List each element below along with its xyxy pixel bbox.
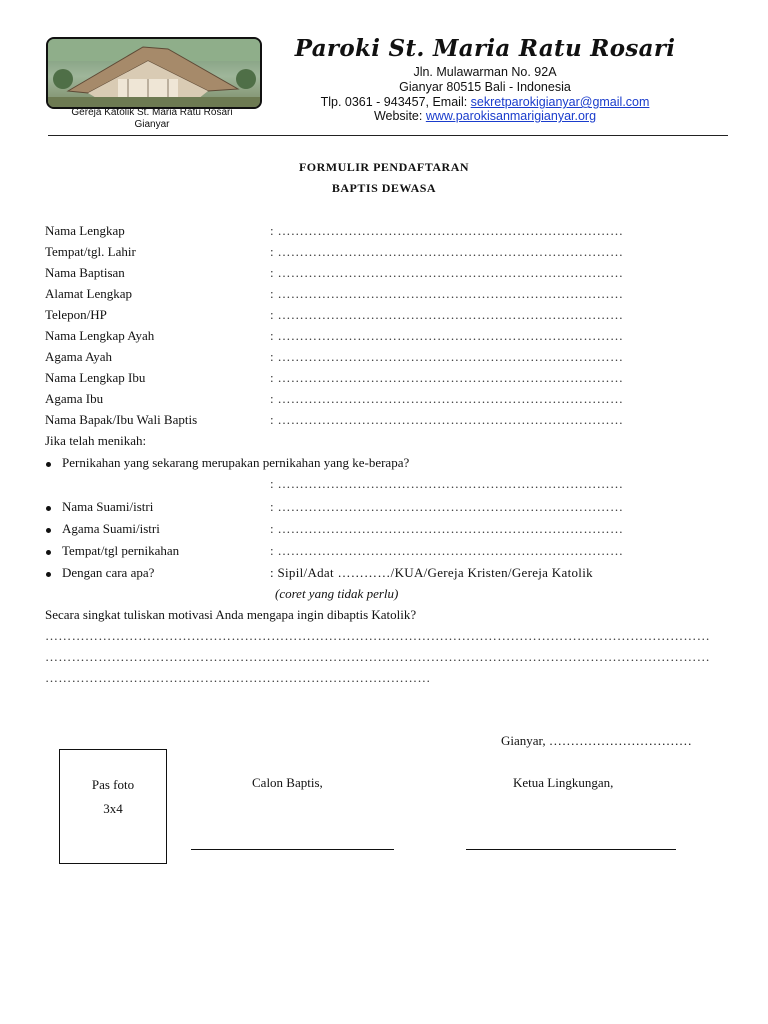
field-label: Nama Lengkap Ayah [45,328,155,343]
bullet-icon [46,506,51,511]
field-fill-line[interactable]: : …………………………………………………………………… [270,328,624,343]
field-fill-line[interactable]: : …………………………………………………………………… [270,349,624,364]
field-label: Telepon/HP [45,307,107,322]
leader-label: Ketua Lingkungan, [513,775,614,790]
spouse-name-label: Nama Suami/istri [62,499,154,514]
field-fill-line[interactable]: : …………………………………………………………………… [270,370,624,385]
spouse-name-fill-line[interactable]: : …………………………………………………………………… [270,499,624,514]
website-line [270,109,700,124]
website-prefix: Website: [373,109,426,123]
spouse-religion-label: Agama Suami/istri [62,521,160,536]
field-label: Nama Lengkap [45,223,125,238]
field-label: Nama Lengkap Ibu [45,370,146,385]
spouse-religion-fill-line[interactable]: : …………………………………………………………………… [270,521,624,536]
address-line1: Jln. Mulawarman No. 92A [413,65,557,79]
church-building-icon [48,39,260,107]
field-fill-line[interactable]: : …………………………………………………………………… [270,391,624,406]
photo-label: Pas foto [91,777,135,792]
leader-signature-line[interactable] [466,849,676,850]
candidate-signature-line[interactable] [191,849,394,850]
field-label: Nama Bapak/Ibu Wali Baptis [45,412,198,427]
field-fill-line[interactable]: : …………………………………………………………………… [270,412,624,427]
photo-box [59,749,167,864]
bullet-icon [46,550,51,555]
place-date: Gianyar, …………………………… [501,733,692,748]
parish-name: Paroki St. Maria Ratu Rosari [294,35,676,62]
married-heading: Jika telah menikah: [45,433,147,448]
address-line2: Gianyar 80515 Bali - Indonesia [399,80,571,94]
candidate-label: Calon Baptis, [252,775,323,790]
header-divider [48,135,728,136]
marriage-order-question: Pernikahan yang sekarang merupakan pernikahan yang ke-berapa? [62,455,410,470]
strike-note: (coret yang tidak perlu) [275,586,399,601]
field-label: Tempat/tgl. Lahir [45,244,136,259]
field-fill-line[interactable]: : …………………………………………………………………… [270,244,624,259]
marriage-method-options[interactable]: : Sipil/Adat …………/KUA/Gereja Kristen/Gereja Katolik [270,565,593,580]
motivation-question: Secara singkat tuliskan motivasi Anda mengapa ingin dibaptis Katolik? [45,607,417,622]
wedding-place-date-label: Tempat/tgl pernikahan [62,543,180,558]
logo-caption-line1: Gereja Katolik St. Maria Ratu Rosari [71,107,233,118]
logo-caption-line2: Gianyar [134,119,170,130]
parish-logo-image [46,37,262,109]
marriage-order-fill-line[interactable]: : …………………………………………………………………… [270,476,624,491]
bullet-icon [46,528,51,533]
bullet-icon [46,572,51,577]
email-link[interactable]: sekretparokigianyar@gmail.com [470,95,650,109]
field-label: Agama Ibu [45,391,104,406]
motivation-line[interactable]: …………………………………………………………………………………………………………………………………… [45,649,710,664]
photo-size-label: 3x4 [103,801,123,816]
website-link[interactable]: www.parokisanmarigianyar.org [425,109,597,123]
field-label: Agama Ayah [45,349,113,364]
form-title: FORMULIR PENDAFTARAN [298,160,470,174]
contact-line [270,95,700,110]
contact-prefix: Tlp. 0361 - 943457, Email: [320,95,471,109]
bullet-icon [46,462,51,467]
logo-caption [46,107,258,131]
field-fill-line[interactable]: : …………………………………………………………………… [270,286,624,301]
wedding-place-date-fill-line[interactable]: : …………………………………………………………………… [270,543,624,558]
field-label: Nama Baptisan [45,265,125,280]
motivation-line[interactable]: …………………………………………………………………………………………………………………………………… [45,628,710,643]
field-label: Alamat Lengkap [45,286,132,301]
field-fill-line[interactable]: : …………………………………………………………………… [270,223,624,238]
field-fill-line[interactable]: : …………………………………………………………………… [270,307,624,322]
marriage-method-label: Dengan cara apa? [62,565,155,580]
form-subtitle: BAPTIS DEWASA [331,181,437,195]
motivation-line[interactable]: …………………………………………………………………………… [45,670,431,685]
field-fill-line[interactable]: : …………………………………………………………………… [270,265,624,280]
